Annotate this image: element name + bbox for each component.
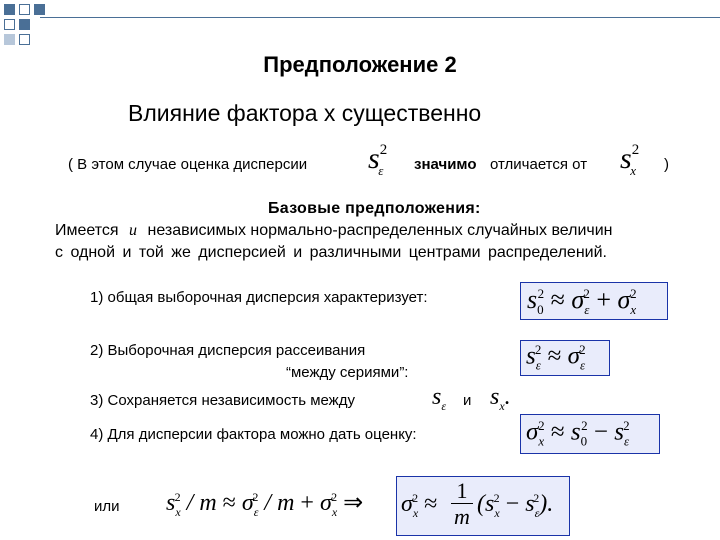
base-heading: Базовые предположения: xyxy=(268,200,481,217)
formula-s-eps-squared: $s^2_\varepsilon$ xyxy=(368,142,388,178)
base-line-1b: независимых нормально-распределенных случайных величин xyxy=(147,222,613,239)
slide-title: Предположение 2 xyxy=(263,52,457,77)
formula-box-1: $s_0^2 \approx \sigma_\varepsilon^2 + \sigma_x^2$ xyxy=(520,282,668,320)
item-3-text: 3) Сохраняется независимость между xyxy=(90,392,355,409)
formula-box-5: $\sigma_x^2$ ≈ 1 m $(s_x^2 - s_\varepsilon^2)$. xyxy=(396,476,570,536)
note-mid-text: отличается от xyxy=(490,156,588,173)
slide-subtitle: Влияние фактора х существенно xyxy=(128,100,482,126)
formula-box-2: $s_\varepsilon^2 \approx \sigma_\varepsilon^2$ xyxy=(520,340,610,376)
base-line-1-n: и xyxy=(129,222,138,239)
item-1-text: 1) общая выборочная дисперсия характеризует: xyxy=(90,289,428,306)
base-line-1 xyxy=(55,222,613,240)
item-2-text-line2: “между сериями”: xyxy=(286,364,409,381)
item-4-text: 4) Для дисперсии фактора можно дать оценку: xyxy=(90,426,417,443)
base-line-2: с одной и той же дисперсией и различными центрами распределений. xyxy=(55,244,607,261)
item-2-text-line1: 2) Выборочная дисперсия рассеивания xyxy=(90,342,366,359)
formula-s-eps: $s_\varepsilon$ xyxy=(432,384,447,413)
formula-or-left: $s_x^2 / m \approx \sigma_\varepsilon^2 / m + \sigma_x^2$ ⇒ xyxy=(166,490,364,519)
formula-box-4: $\sigma_x^2 \approx s_0^2 - s_\varepsilon^2$ xyxy=(520,414,660,454)
note-close-text: ) xyxy=(664,156,669,173)
or-label: или xyxy=(94,498,120,515)
item-3-and: и xyxy=(463,392,472,409)
note-bold-text: значимо xyxy=(414,156,477,173)
base-line-1a: Имеется xyxy=(55,222,119,239)
formula-s-x-squared: $s^2_x$ xyxy=(620,142,640,178)
note-open-text: ( В этом случае оценка дисперсии xyxy=(68,156,308,173)
formula-s-x: $s_x$. xyxy=(490,384,511,413)
